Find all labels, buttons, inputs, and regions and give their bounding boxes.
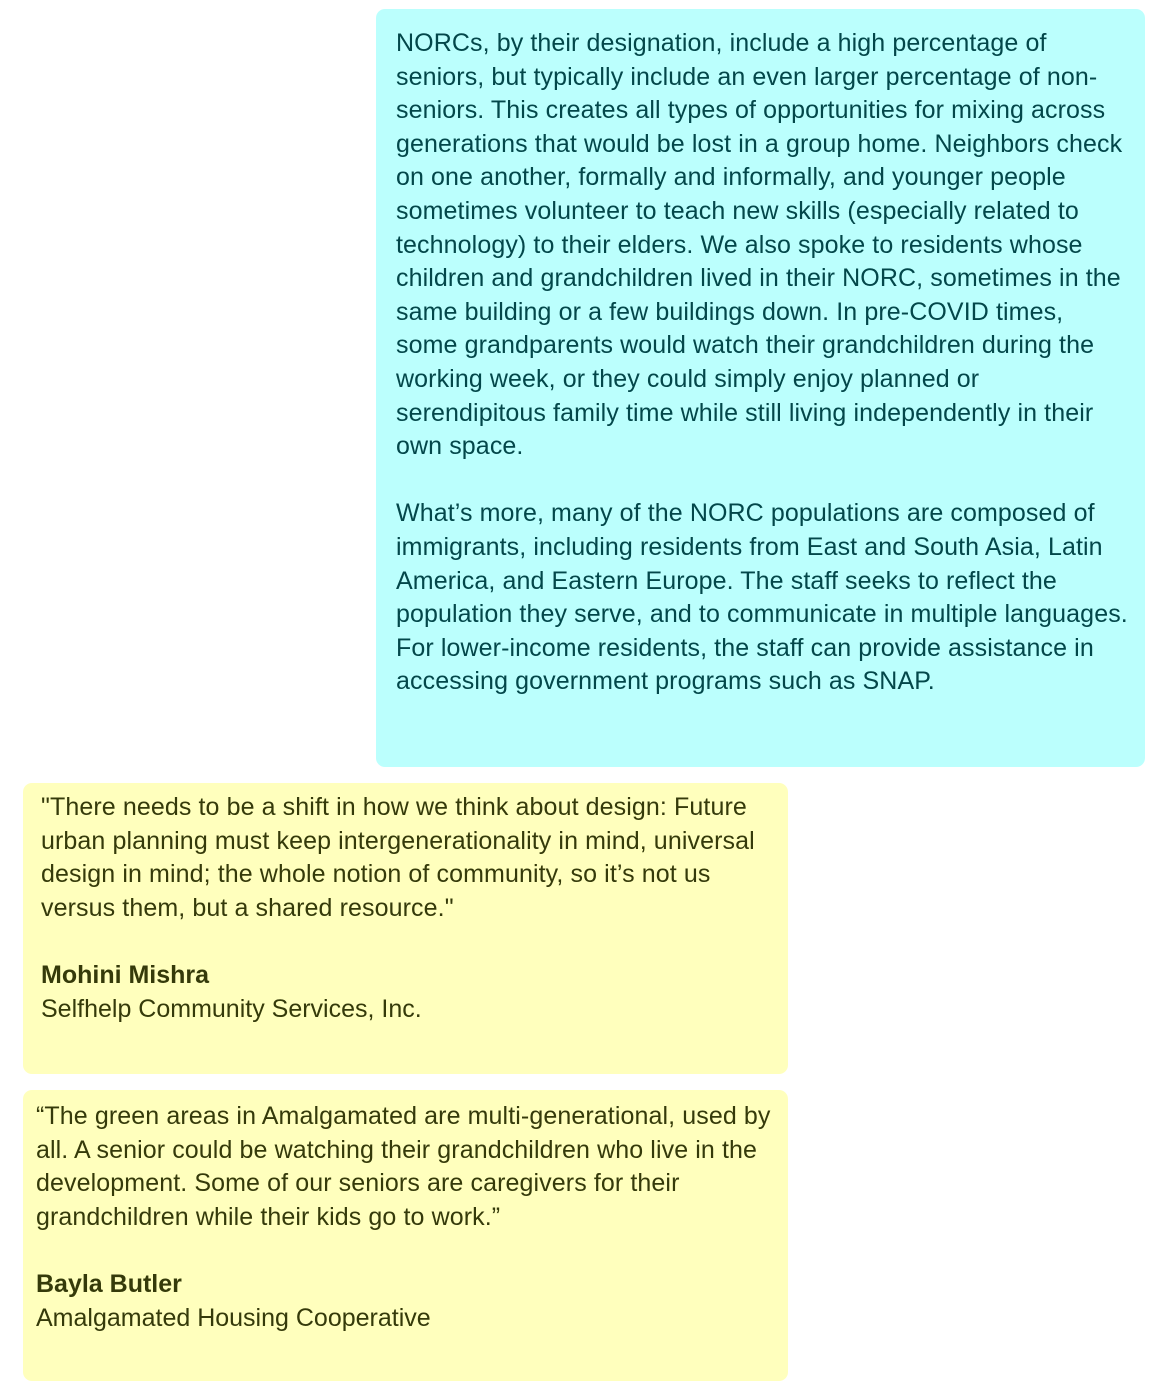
quote-text: "There needs to be a shift in how we think about design: Future urban planning must keep intergenerationality in mind, universal design in mind; the whole notion of community, so it’s not us versus them, but a shared resource." [41,793,755,922]
quote-author-organization: Amalgamated Housing Cooperative [36,1303,431,1332]
quote-author-name: Bayla Butler [36,1269,182,1298]
article-paragraph: NORCs, by their designation, include a high percentage of seniors, but typically include an even larger percentage of non-seniors. This creates all types of opportunities for mixing across generations that would be lost in a group home. Neighbors check on one another, formally and informally, and younger people sometimes volunteer to teach new skills (especially related to technology) to their elders. We also spoke to residents whose children and grandchildren lived in their NORC, sometimes in the same building or a few buildings down. In pre-COVID times, some grandparents would watch their grandchildren during the working week, or they could simply enjoy planned or serendipitous family time while still living independently in their own space. [396,29,1123,461]
quote-card [23,783,788,1074]
quote-author-organization: Selfhelp Community Services, Inc. [41,994,422,1023]
quote-card [23,1090,788,1381]
quote-text: “The green areas in Amalgamated are multi-generational, used by all. A senior could be watching their grandchildren who live in the development. Some of our seniors are caregivers for their grandchildren while their kids go to work.” [36,1102,771,1231]
quote-author-name: Mohini Mishra [41,960,210,989]
article-text-card [376,9,1145,767]
article-paragraph: What’s more, many of the NORC populations are composed of immigrants, including residents from East and South Asia, Latin America, and Eastern Europe. The staff seeks to reflect the population they serve, and to communicate in multiple languages. For lower-income residents, the staff can provide assistance in accessing government programs such as SNAP. [396,499,1128,696]
